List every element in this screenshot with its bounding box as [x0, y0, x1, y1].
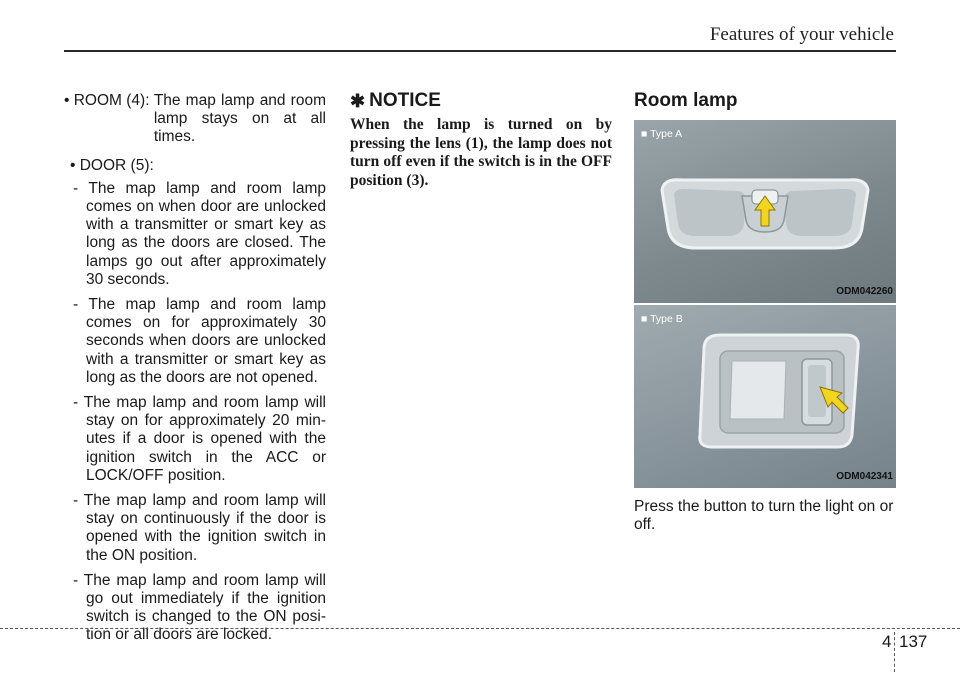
- list-item: - The map lamp and room lamp will stay on continuously if the door is opened with the ignition switch in the ON position.: [73, 492, 326, 564]
- chapter-number: 4: [882, 632, 892, 651]
- left-column: [64, 92, 326, 652]
- door-label: • DOOR (5):: [70, 156, 154, 174]
- list-item: - The map lamp and room lamp will go out immediately if the ignition switch is changed to the ON posi-tion or all doors are locked.: [73, 571, 326, 644]
- list-item: - The map lamp and room lamp comes on for approximately 30 seconds when doors are unlocked with a transmitter or smart key as long as the doors are not opened.: [73, 296, 326, 386]
- notice-column: [350, 92, 612, 191]
- page-number-divider: [894, 632, 896, 672]
- room-lamp-type-a-illustration: [634, 120, 896, 303]
- type-b-label: ■ Type B: [641, 313, 683, 326]
- room-item: [64, 92, 326, 147]
- notice-title: NOTICE: [369, 90, 441, 111]
- notice-body: When the lamp is turned on by pressing the lens (1), the lamp does not turn off even if the switch is in the OFF position (3).: [350, 116, 612, 189]
- page-header-title: Features of your vehicle: [709, 24, 894, 45]
- figure-code-a: ODM042260: [836, 286, 893, 297]
- footer-rule: [0, 628, 960, 629]
- door-list: [64, 180, 326, 645]
- room-lamp-caption: Press the button to turn the light on or off.: [634, 498, 894, 534]
- type-a-label: ■ Type A: [641, 128, 683, 141]
- notice-heading: [350, 92, 612, 110]
- page-number: 137: [899, 632, 928, 651]
- figure-type-b: [634, 305, 896, 488]
- header-rule: [64, 50, 896, 52]
- figure-type-a: [634, 120, 896, 303]
- notice-star-icon: ✱: [350, 91, 366, 111]
- room-lamp-type-b-illustration: [634, 305, 896, 488]
- section-title: Room lamp: [634, 90, 738, 111]
- list-item: - The map lamp and room lamp will stay on for approximately 20 min-utes if a door is opened with the ignition switch in the ACC or LOCK/OFF position.: [73, 394, 326, 484]
- room-lamp-column: [634, 92, 896, 535]
- room-label: • ROOM (4):: [64, 92, 154, 109]
- figure-code-b: ODM042341: [836, 471, 893, 482]
- list-item: - The map lamp and room lamp comes on when door are unlocked with a transmitter or smart key as long as the doors are closed. The lamps go out after approximately 30 seconds.: [73, 179, 326, 288]
- room-description: The map lamp and room lamp stays on at all times.: [153, 92, 326, 146]
